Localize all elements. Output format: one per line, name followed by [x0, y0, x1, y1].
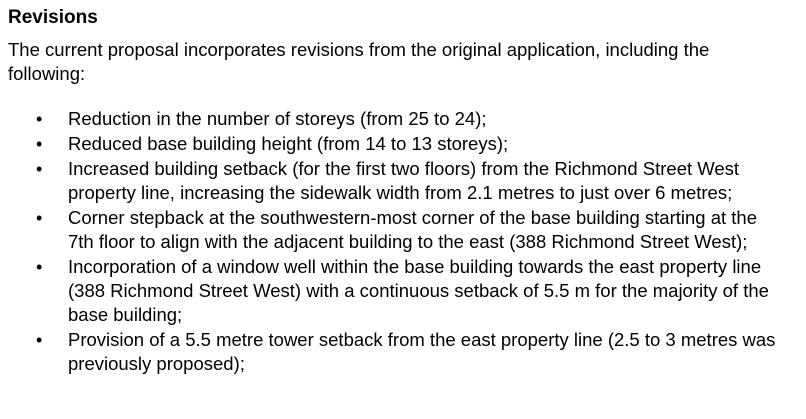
bullet-icon: •: [36, 257, 43, 277]
list-item-text: Corner stepback at the southwestern-most corner of the base building starting at the 7th floor to align with the adjacent building to the east (388 Richmond Street West);: [68, 207, 757, 252]
document-section: [8, 6, 800, 377]
list-item-text: Incorporation of a window well within the base building towards the east property line (388 Richmond Street West) with a continuous setback of 5.5 m for the majority of the base building;: [68, 256, 769, 325]
section-heading: Revisions: [8, 7, 98, 28]
list-item: [8, 157, 784, 205]
bullet-icon: •: [36, 109, 43, 129]
list-item: [8, 328, 784, 376]
bullet-icon: •: [36, 208, 43, 228]
list-item: [8, 255, 784, 327]
intro-paragraph: The current proposal incorporates revisions from the original application, including the following:: [8, 39, 710, 84]
list-item-text: Increased building setback (for the first two floors) from the Richmond Street West property line, increasing the sidewalk width from 2.1 metres to just over 6 metres;: [68, 158, 740, 203]
list-item: [8, 206, 784, 254]
list-item: [8, 107, 784, 131]
bullet-icon: •: [36, 159, 43, 179]
bullet-icon: •: [36, 134, 43, 154]
list-item: [8, 132, 784, 156]
list-item-text: Reduced base building height (from 14 to 13 storeys);: [68, 133, 509, 154]
bullet-icon: •: [36, 330, 43, 350]
list-item-text: Provision of a 5.5 metre tower setback from the east property line (2.5 to 3 metres was previously proposed);: [68, 329, 776, 374]
list-item-text: Reduction in the number of storeys (from 25 to 24);: [68, 108, 487, 129]
revisions-list: [8, 107, 800, 376]
